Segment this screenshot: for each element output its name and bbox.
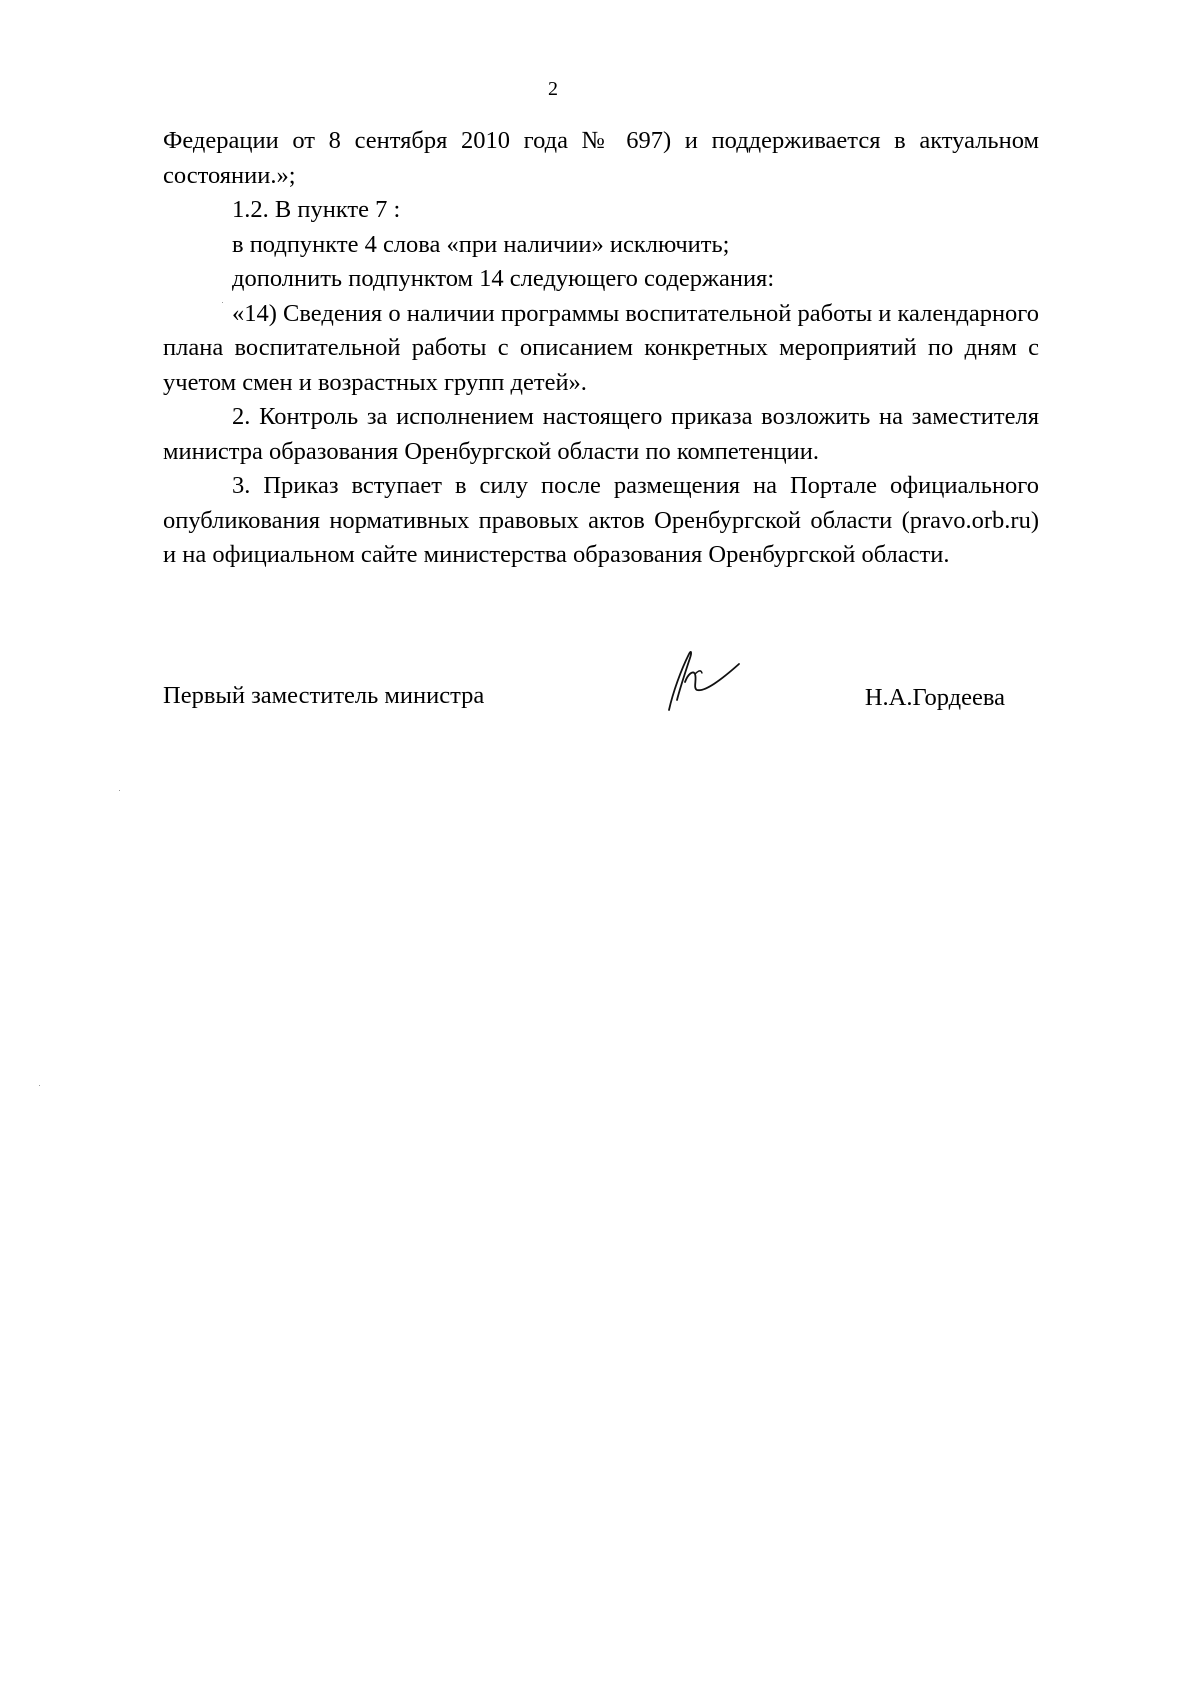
paragraph-continuation: Федерации от 8 сентября 2010 года № 697) и поддерживается в актуальном состоянии.»; xyxy=(163,127,1039,189)
paragraph-subitem-4: в подпункте 4 слова «при наличии» исключить; xyxy=(232,230,730,258)
scan-speck xyxy=(119,790,120,791)
paragraph-subitem-14-text: «14) Сведения о наличии программы воспитательной работы и календарного плана воспитательной работы с описанием конкретных мероприятий по дням с учетом смен и возрастных групп детей». xyxy=(163,299,1039,396)
document-body xyxy=(163,124,1039,573)
scan-speck xyxy=(222,302,223,303)
paragraph-item-2: 2. Контроль за исполнением настоящего приказа возложить на заместителя министра образования Оренбургской области по компетенции. xyxy=(163,403,1039,465)
handwritten-signature xyxy=(655,640,755,715)
scan-speck xyxy=(39,1085,40,1086)
signature-block xyxy=(163,640,1039,730)
page-number: 2 xyxy=(548,78,558,100)
paragraph-item-1-2: 1.2. В пункте 7 : xyxy=(232,196,401,223)
paragraph-item-3: 3. Приказ вступает в силу после размещения на Портале официального опубликования нормативных правовых актов Оренбургской области (pravo.orb.ru) и на официальном сайте министерства образования Оренбургской области. xyxy=(163,472,1039,568)
paragraph-add-subitem-14: дополнить подпунктом 14 следующего содержания: xyxy=(232,265,775,292)
signer-name: Н.А.Гордеева xyxy=(864,684,1005,711)
signer-title: Первый заместитель министра xyxy=(163,682,485,709)
